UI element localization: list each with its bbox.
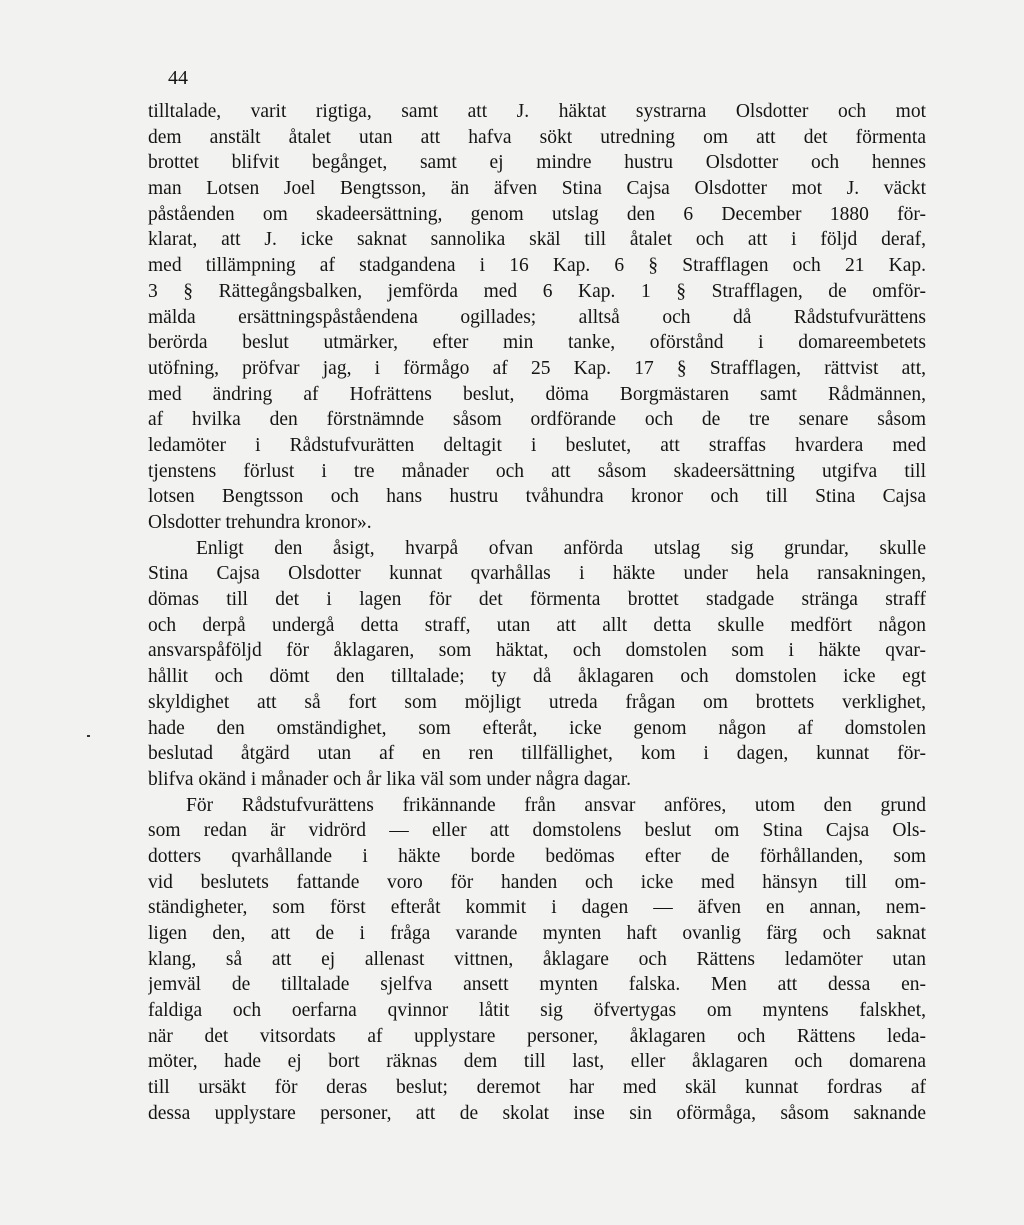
paragraph-2 — [148, 536, 926, 793]
text-line: Stina Cajsa Olsdotter kunnat qvarhållas i häkte under hela ransakningen, — [148, 563, 926, 585]
text-line: ansvarspåföljd för åklagaren, som häktat, och domstolen som i häkte qvar- — [148, 640, 926, 662]
text-line: möter, hade ej bort räknas dem till last, eller åklagaren och domarena — [148, 1051, 926, 1073]
text-line: faldiga och oerfarna qvinnor låtit sig öfvertygas om myntens falskhet, — [148, 1000, 926, 1022]
text-line: hade den omständighet, som efteråt, icke genom någon af domstolen — [148, 717, 926, 739]
text-line: när det vitsordats af upplystare personer, åklagaren och Rättens leda- — [148, 1025, 926, 1047]
text-line: dem anstält åtalet utan att hafva sökt utredning om att det förmenta — [148, 126, 926, 148]
text-line: vid beslutets fattande voro för handen och icke med hänsyn till om- — [148, 871, 926, 893]
text-line: beslutad åtgärd utan af en ren tillfällighet, kom i dagen, kunnat för- — [148, 743, 926, 765]
text-line: med ändring af Hofrättens beslut, döma Borgmästaren samt Rådmännen, — [148, 383, 926, 405]
text-line: För Rådstufvurättens frikännande från ansvar anföres, utom den grund — [186, 794, 926, 816]
text-line: man Lotsen Joel Bengtsson, än äfven Stina Cajsa Olsdotter mot J. väckt — [148, 178, 926, 200]
text-line: klang, så att ej allenast vittnen, åklagare och Rättens ledamöter utan — [148, 948, 926, 970]
text-line: dömas till det i lagen för det förmenta brottet stadgade stränga straff — [148, 589, 926, 611]
text-line: till ursäkt för deras beslut; deremot har med skäl kunnat fordras af — [148, 1077, 926, 1099]
text-line: dessa upplystare personer, att de skolat inse sin oförmåga, såsom saknande — [148, 1102, 926, 1124]
text-line: 3 § Rättegångsbalken, jemförda med 6 Kap. 1 § Strafflagen, de omför- — [148, 280, 926, 302]
text-line: af hvilka den förstnämnde såsom ordförande och de tre senare såsom — [148, 409, 926, 431]
text-line: berörda beslut utmärker, efter min tanke, oförstånd i domareembetets — [148, 332, 926, 354]
text-line: Olsdotter trehundra kronor». — [148, 512, 372, 533]
text-line: Enligt den åsigt, hvarpå ofvan anförda utslag sig grundar, skulle — [196, 537, 926, 559]
text-line: hållit och dömt den tilltalade; ty då åklagaren och domstolen icke egt — [148, 666, 926, 688]
margin-speck — [87, 735, 90, 737]
body-text — [148, 99, 926, 1127]
text-line: ständigheter, som först efteråt kommit i dagen — äfven en annan, nem- — [148, 897, 926, 919]
text-line: tjenstens förlust i tre månader och att såsom skadeersättning utgifva till — [148, 460, 926, 482]
text-line: tilltalade, varit rigtiga, samt att J. häktat systrarna Olsdotter och mot — [148, 101, 926, 122]
text-line: ligen den, att de i fråga varande mynten haft ovanlig färg och saknat — [148, 923, 926, 944]
text-line: klarat, att J. icke saknat sannolika skäl till åtalet och att i följd deraf, — [148, 229, 926, 251]
text-line: med tillämpning af stadgandena i 16 Kap. 6 § Strafflagen och 21 Kap. — [148, 255, 926, 277]
text-line: ledamöter i Rådstufvurätten deltagit i beslutet, att straffas hvardera med — [148, 434, 926, 456]
text-line: som redan är vidrörd — eller att domstolens beslut om Stina Cajsa Ols- — [148, 820, 926, 842]
paragraph-3 — [148, 793, 926, 1127]
text-line: brottet blifvit begånget, samt ej mindre hustru Olsdotter och hennes — [148, 152, 926, 174]
text-line: utöfning, pröfvar jag, i förmågo af 25 Kap. 17 § Strafflagen, rättvist att, — [148, 357, 926, 379]
text-line: och derpå undergå detta straff, utan att allt detta skulle medfört någon — [148, 614, 926, 636]
text-line: skyldighet att så fort som möjligt utreda frågan om brottets verklighet, — [148, 691, 926, 713]
page-number: 44 — [168, 67, 188, 89]
text-line: blifva okänd i månader och år lika väl som under några dagar. — [148, 768, 631, 790]
text-line: mälda ersättningspåståendena ogillades; alltså och då Rådstufvurättens — [148, 306, 926, 328]
text-line: lotsen Bengtsson och hans hustru tvåhundra kronor och till Stina Cajsa — [148, 486, 926, 508]
text-line: jemväl de tilltalade sjelfva ansett mynten falska. Men att dessa en- — [148, 974, 926, 996]
text-line: påståenden om skadeersättning, genom utslag den 6 December 1880 för- — [148, 203, 926, 225]
paragraph-1 — [148, 99, 926, 536]
text-line: dotters qvarhållande i häkte borde bedömas efter de förhållanden, som — [148, 845, 926, 867]
